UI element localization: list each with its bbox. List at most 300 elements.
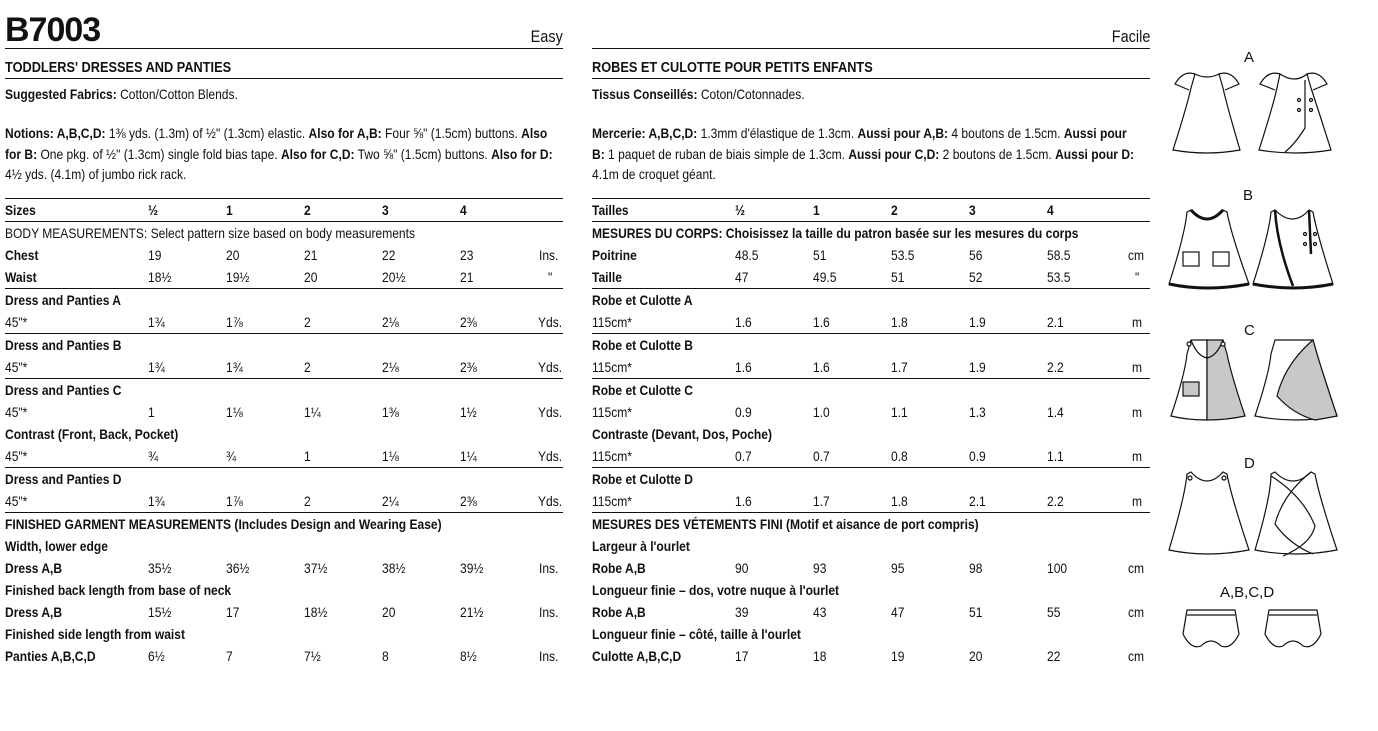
value-cell (148, 244, 226, 266)
value-cell-text: 1.3 (969, 403, 986, 420)
value-cell-text: 18½ (304, 603, 328, 620)
notions-text: 4½ yds. (4.1m) of jumbo rick rack. (5, 166, 187, 182)
value-cell-text: 1⅜ (382, 403, 399, 420)
value-cell-text: 39 (735, 603, 749, 620)
section-heading-row (5, 221, 563, 244)
difficulty-level: Easy (530, 27, 563, 46)
section-heading-text: Dress and Panties C (5, 381, 122, 398)
value-cell (304, 244, 382, 266)
size-header (538, 198, 563, 221)
value-cell-text: 0.9 (969, 447, 986, 464)
row-label (592, 244, 735, 266)
pattern-code: B7003 (5, 11, 101, 49)
value-cell-text: 1.0 (813, 403, 830, 420)
value-cell-text: 18½ (148, 268, 172, 285)
notions-text: Also for A,B: (308, 125, 382, 141)
value-cell (813, 401, 891, 423)
value-cell-text: 100 (1047, 559, 1068, 576)
value-cell-text: 2 (304, 313, 311, 330)
value-cell-text: 20 (226, 246, 240, 263)
unit-cell-text: cm (1128, 603, 1145, 620)
row-label (592, 356, 735, 379)
row-label (5, 311, 148, 334)
notions-text: 4 boutons de 1.5cm. (948, 125, 1064, 141)
value-cell-text: 2.1 (1047, 313, 1064, 330)
value-cell (148, 445, 226, 468)
section-heading-row (5, 378, 563, 401)
value-cell (735, 266, 813, 289)
pattern-title: TODDLERS' DRESSES AND PANTIES (5, 60, 232, 76)
row-label-text: 115cm* (592, 313, 632, 330)
value-cell-text: 1.9 (969, 358, 986, 375)
notions-text: for B: (5, 145, 38, 162)
section-heading (592, 333, 1150, 356)
notions-text: B: (592, 145, 605, 162)
value-cell-text: 2⅛ (382, 313, 399, 330)
value-cell (382, 557, 460, 579)
section-heading (592, 579, 1150, 601)
value-cell (148, 356, 226, 379)
value-cell (382, 311, 460, 334)
value-cell (813, 490, 891, 513)
value-cell (969, 401, 1047, 423)
value-cell (1047, 356, 1125, 379)
value-cell-text: 2⅛ (382, 358, 399, 375)
value-cell (382, 356, 460, 379)
row-label (5, 601, 148, 623)
value-cell-text: ¾ (226, 447, 237, 464)
section-heading-text: Largeur à l'ourlet (592, 537, 690, 554)
section-heading-text: FINISHED GARMENT MEASUREMENTS (Includes Design and Wearing Ease) (5, 515, 442, 532)
unit-cell-text: m (1131, 492, 1142, 509)
section-heading (592, 535, 1150, 557)
divider (592, 78, 1150, 79)
value-cell-text: 18 (813, 647, 827, 664)
view-label-c: C (1244, 322, 1255, 339)
fabrics-label: Tissus Conseillés: (592, 86, 698, 102)
row-label (5, 244, 148, 266)
unit-cell-text: Yds. (538, 403, 563, 420)
value-cell (891, 601, 969, 623)
value-cell (382, 601, 460, 623)
value-cell (304, 401, 382, 423)
section-heading (592, 467, 1150, 490)
value-cell (969, 601, 1047, 623)
value-cell (1047, 557, 1125, 579)
value-cell (148, 311, 226, 334)
header (592, 0, 1150, 48)
value-cell (304, 490, 382, 513)
size-header (1125, 198, 1150, 221)
section-heading-row (5, 333, 563, 356)
value-cell-text: 1.6 (735, 358, 752, 375)
row-label-text: 45"* (5, 447, 28, 464)
value-cell (1047, 601, 1125, 623)
view-label-d: D (1244, 455, 1255, 472)
value-cell (735, 645, 813, 667)
size-header (1047, 198, 1125, 221)
value-cell-text: 1⅛ (226, 403, 243, 420)
row-label-text: 115cm* (592, 492, 632, 509)
value-cell-text: 23 (460, 246, 474, 263)
size-header-text: 3 (969, 201, 976, 218)
value-cell-text: 7 (226, 647, 233, 664)
table-row (5, 356, 563, 379)
value-cell-text: 49.5 (813, 268, 837, 285)
value-cell-text: 1½ (460, 403, 477, 420)
table-row (592, 401, 1150, 423)
value-cell-text: 51 (969, 603, 983, 620)
value-cell-text: 1⅛ (382, 447, 399, 464)
table-row (592, 244, 1150, 266)
value-cell-text: 20 (969, 647, 983, 664)
value-cell-text: 22 (382, 246, 396, 263)
unit-cell-text: Yds. (538, 447, 563, 464)
notions-line (5, 164, 564, 185)
value-cell (1047, 401, 1125, 423)
value-cell-text: 1.6 (813, 358, 830, 375)
table-row (592, 445, 1150, 468)
value-cell (382, 645, 460, 667)
value-cell (148, 401, 226, 423)
table-row (5, 266, 563, 289)
row-label-text: Robe A,B (592, 603, 646, 620)
french-column (592, 0, 1150, 667)
value-cell (735, 557, 813, 579)
value-cell (969, 645, 1047, 667)
value-cell (891, 557, 969, 579)
value-cell-text: 2⅜ (460, 313, 477, 330)
notions-text: Aussi pour C,D: (848, 145, 940, 162)
view-c-illustration (1165, 334, 1375, 426)
section-heading-row (5, 467, 563, 490)
section-heading (5, 512, 563, 535)
unit-cell (538, 356, 563, 379)
value-cell-text: 1.1 (1047, 447, 1064, 464)
notions-text: Notions: A,B,C,D: (5, 125, 106, 141)
value-cell-text: 15½ (148, 603, 172, 620)
notions-text: 1.3mm d'élastique de 1.3cm. (697, 125, 858, 141)
section-heading (5, 623, 563, 645)
section-heading (592, 623, 1150, 645)
view-label-panties: A,B,C,D (1220, 584, 1275, 601)
unit-cell-text: cm (1128, 246, 1145, 263)
row-label-text: 115cm* (592, 403, 632, 420)
size-header (891, 198, 969, 221)
value-cell-text: 1⅞ (226, 313, 243, 330)
notions-text: Aussi pour D: (1055, 145, 1135, 162)
value-cell (891, 356, 969, 379)
value-cell-text: 1.6 (735, 313, 752, 330)
notions-text: 1⅜ yds. (1.3m) of ½" (1.3cm) elastic. (105, 125, 309, 141)
size-header-text: 1 (813, 201, 820, 218)
unit-cell (538, 244, 563, 266)
notions-text: Also (521, 125, 548, 141)
value-cell-text: 2.2 (1047, 492, 1064, 509)
value-cell (460, 244, 538, 266)
row-label-text: 45"* (5, 313, 28, 330)
table-row (5, 490, 563, 513)
unit-cell-text: Ins. (539, 603, 559, 620)
row-label-text: Panties A,B,C,D (5, 647, 96, 664)
value-cell (226, 645, 304, 667)
value-cell (460, 557, 538, 579)
value-cell (969, 490, 1047, 513)
notions-text: Also for C,D: (280, 145, 355, 162)
section-heading (5, 288, 563, 311)
value-cell-text: 19 (891, 647, 905, 664)
notions-text: 2 boutons de 1.5cm. (939, 145, 1056, 162)
section-heading (592, 221, 1150, 244)
notions-line (5, 123, 564, 144)
unit-cell (538, 645, 563, 667)
view-d-illustration (1165, 466, 1375, 560)
unit-cell (1125, 601, 1150, 623)
section-heading (5, 467, 563, 490)
section-heading-row (5, 579, 563, 601)
size-header-text: 1 (226, 201, 233, 218)
value-cell-text: 7½ (304, 647, 321, 664)
value-cell (969, 311, 1047, 334)
value-cell (460, 490, 538, 513)
value-cell-text: 1.7 (813, 492, 830, 509)
value-cell-text: 53.5 (891, 246, 915, 263)
value-cell-text: 52 (969, 268, 983, 285)
value-cell (226, 557, 304, 579)
value-cell-text: 1¾ (148, 358, 165, 375)
section-heading-text: Dress and Panties B (5, 336, 122, 353)
table-row (592, 356, 1150, 379)
section-heading-text: Width, lower edge (5, 537, 108, 554)
value-cell-text: 1¾ (148, 492, 165, 509)
row-label-text: Dress A,B (5, 559, 63, 576)
unit-cell (538, 490, 563, 513)
unit-cell (1125, 445, 1150, 468)
value-cell-text: 48.5 (735, 246, 759, 263)
table-row (5, 557, 563, 579)
section-heading-text: Finished side length from waist (5, 625, 185, 642)
section-heading (5, 423, 563, 445)
fabrics-value: Coton/Cotonnades. (697, 86, 805, 102)
value-cell (304, 601, 382, 623)
value-cell (226, 266, 304, 289)
value-cell-text: 1.7 (891, 358, 908, 375)
value-cell-text: 17 (226, 603, 240, 620)
notions-line (592, 144, 1151, 165)
section-heading-row (5, 423, 563, 445)
notions-text: Aussi pour A,B: (857, 125, 949, 141)
unit-cell-text: m (1131, 313, 1142, 330)
value-cell (891, 445, 969, 468)
section-heading (592, 378, 1150, 401)
section-heading-row (5, 623, 563, 645)
section-heading-row (5, 288, 563, 311)
size-header-text: 2 (891, 201, 898, 218)
value-cell-text: 19½ (226, 268, 250, 285)
notions-text: 1 paquet de ruban de biais simple de 1.3cm. (604, 145, 849, 162)
value-cell-text: 43 (813, 603, 827, 620)
value-cell-text: 2 (304, 492, 311, 509)
value-cell (813, 266, 891, 289)
value-cell (735, 356, 813, 379)
divider (5, 78, 563, 79)
value-cell (813, 311, 891, 334)
value-cell-text: 2.1 (969, 492, 986, 509)
row-label (5, 645, 148, 667)
section-heading-text: Contraste (Devant, Dos, Poche) (592, 425, 772, 442)
row-label-text: Poitrine (592, 246, 637, 263)
value-cell (304, 356, 382, 379)
value-cell-text: 51 (891, 268, 905, 285)
sizes-label (5, 198, 148, 221)
unit-cell-text: m (1131, 447, 1142, 464)
value-cell (148, 266, 226, 289)
section-heading-text: Robe et Culotte C (592, 381, 694, 398)
table-row (5, 311, 563, 334)
unit-cell-text: cm (1128, 647, 1145, 664)
value-cell-text: 2.2 (1047, 358, 1064, 375)
unit-cell (1125, 401, 1150, 423)
unit-cell (538, 557, 563, 579)
size-header (969, 198, 1047, 221)
value-cell (969, 266, 1047, 289)
unit-cell-text: " (548, 268, 553, 285)
sizes-label-text: Tailles (592, 201, 629, 218)
section-heading-row (592, 333, 1150, 356)
suggested-fabrics (5, 84, 485, 104)
divider (592, 48, 1150, 49)
size-header (460, 198, 538, 221)
value-cell-text: 20 (304, 268, 318, 285)
value-cell (735, 601, 813, 623)
section-heading-row (592, 378, 1150, 401)
section-heading-text: Robe et Culotte D (592, 470, 694, 487)
row-label (5, 356, 148, 379)
unit-cell (1125, 356, 1150, 379)
value-cell (1047, 490, 1125, 513)
size-header (813, 198, 891, 221)
value-cell (460, 645, 538, 667)
fabrics-value: Cotton/Cotton Blends. (116, 86, 238, 102)
sizes-label-text: Sizes (5, 201, 36, 218)
value-cell (382, 244, 460, 266)
section-heading-row (5, 512, 563, 535)
value-cell (148, 645, 226, 667)
value-cell (891, 401, 969, 423)
table-row (5, 401, 563, 423)
notions-text: Also for D: (491, 145, 553, 162)
row-label-text: 115cm* (592, 358, 632, 375)
value-cell (304, 445, 382, 468)
view-a-illustration (1165, 66, 1375, 166)
value-cell (813, 557, 891, 579)
sizes-label (592, 198, 735, 221)
view-label-b: B (1243, 187, 1254, 204)
value-cell-text: 58.5 (1047, 246, 1071, 263)
value-cell (891, 244, 969, 266)
value-cell-text: 0.8 (891, 447, 908, 464)
table-row (592, 645, 1150, 667)
row-label-text: Dress A,B (5, 603, 63, 620)
value-cell (891, 311, 969, 334)
row-label (592, 601, 735, 623)
value-cell (813, 445, 891, 468)
value-cell (460, 445, 538, 468)
english-column (5, 0, 563, 667)
fabrics-label: Suggested Fabrics: (5, 86, 117, 102)
value-cell-text: 2⅜ (460, 358, 477, 375)
value-cell (813, 601, 891, 623)
row-label-text: Chest (5, 246, 39, 263)
value-cell (1047, 445, 1125, 468)
table-row (592, 311, 1150, 334)
table-row (592, 601, 1150, 623)
size-header (304, 198, 382, 221)
section-heading (5, 378, 563, 401)
value-cell (226, 356, 304, 379)
value-cell (226, 445, 304, 468)
value-cell-text: 37½ (304, 559, 328, 576)
value-cell-text: 2⅜ (460, 492, 477, 509)
value-cell-text: 1.4 (1047, 403, 1064, 420)
value-cell-text: 1⅞ (226, 492, 243, 509)
notions-text: 4.1m de croquet géant. (592, 166, 716, 182)
value-cell-text: 1¾ (148, 313, 165, 330)
value-cell (735, 311, 813, 334)
row-label (5, 266, 148, 289)
section-heading-text: MESURES DU CORPS: Choisissez la taille du patron basée sur les mesures du corps (592, 224, 1079, 241)
value-cell-text: 20 (382, 603, 396, 620)
section-heading-text: MESURES DES VÉTEMENTS FINI (Motif et aisance de port compris) (592, 515, 979, 532)
unit-cell (1125, 645, 1150, 667)
notions-text: Four ⅝" (1.5cm) buttons. (381, 125, 522, 141)
value-cell (460, 266, 538, 289)
unit-cell (1125, 557, 1150, 579)
value-cell-text: 1¼ (460, 447, 477, 464)
notions-text: Aussi pour (1063, 125, 1127, 141)
value-cell-text: 21½ (460, 603, 484, 620)
value-cell-text: 21 (304, 246, 318, 263)
value-cell-text: 8½ (460, 647, 477, 664)
value-cell (813, 356, 891, 379)
section-heading (592, 288, 1150, 311)
value-cell-text: 0.7 (735, 447, 752, 464)
measurement-table (592, 198, 1150, 667)
value-cell-text: 1¾ (226, 358, 243, 375)
unit-cell-text: Yds. (538, 492, 563, 509)
row-label-text: Taille (592, 268, 622, 285)
suggested-fabrics (592, 84, 1072, 104)
notions-text: Two ⅝" (1.5cm) buttons. (354, 145, 492, 162)
value-cell-text: 1.1 (891, 403, 908, 420)
value-cell-text: 20½ (382, 268, 406, 285)
value-cell (1047, 645, 1125, 667)
value-cell (735, 445, 813, 468)
section-heading (5, 221, 563, 244)
value-cell (1047, 311, 1125, 334)
sizes-header-row (5, 198, 563, 221)
unit-cell-text: cm (1128, 559, 1145, 576)
value-cell (382, 490, 460, 513)
notions (592, 123, 1151, 185)
row-label (592, 445, 735, 468)
value-cell (226, 490, 304, 513)
value-cell-text: 2 (304, 358, 311, 375)
value-cell-text: 98 (969, 559, 983, 576)
value-cell-text: 1¼ (304, 403, 321, 420)
table-row (592, 557, 1150, 579)
sizes-header-row (592, 198, 1150, 221)
